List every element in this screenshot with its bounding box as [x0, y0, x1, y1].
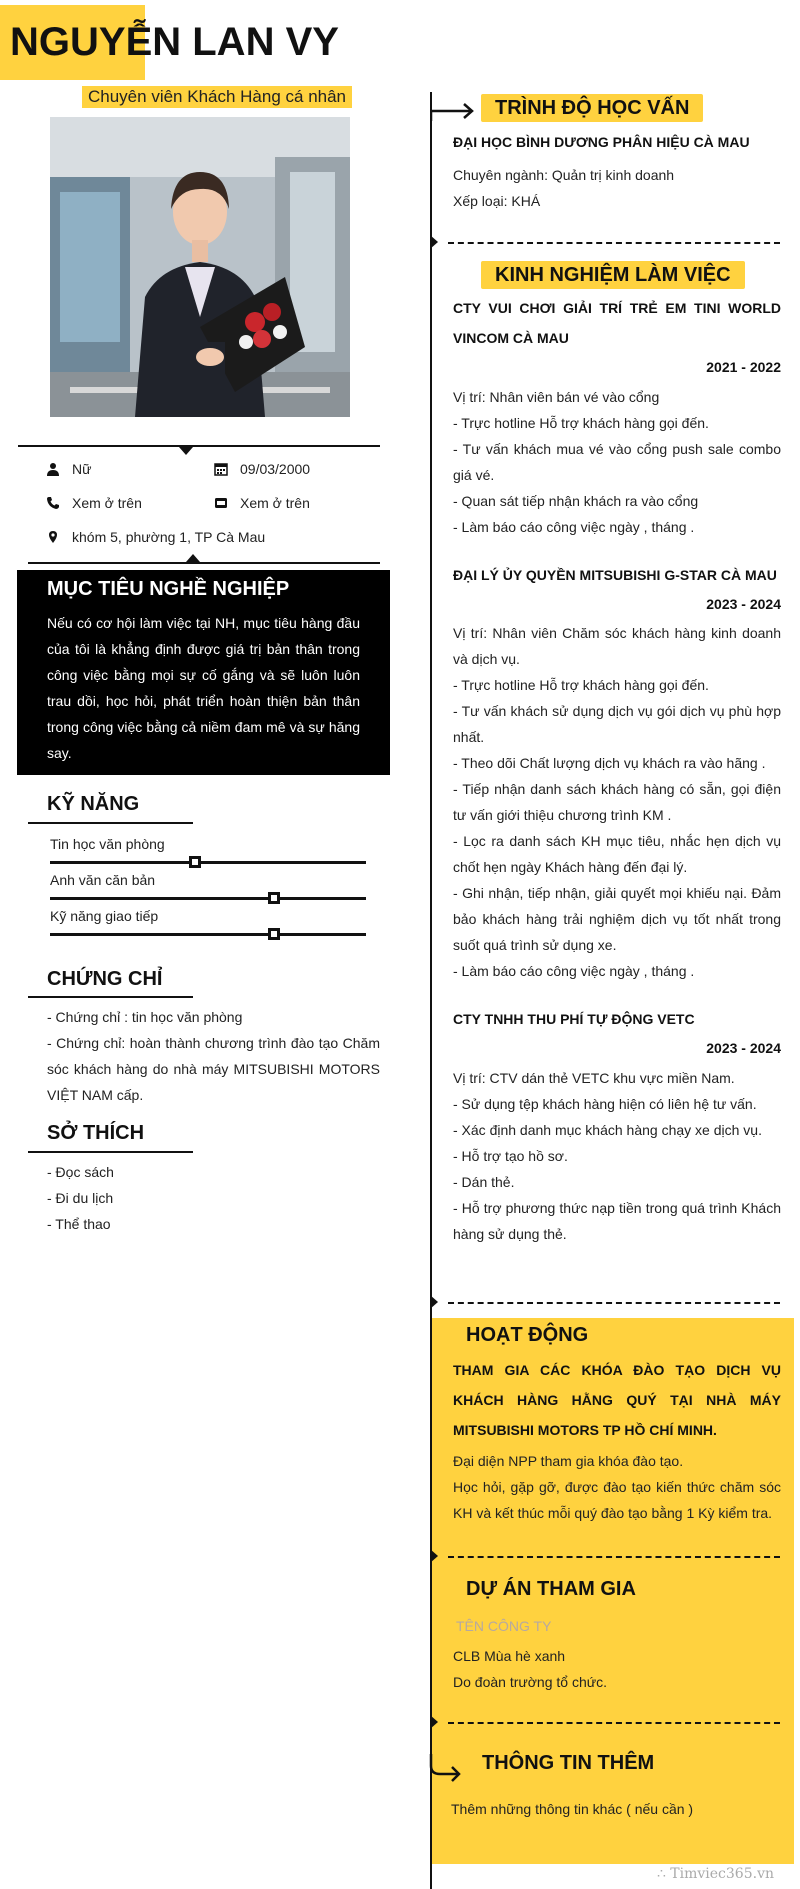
job-2-period: 2023 - 2024 [706, 596, 781, 612]
section-divider [448, 1302, 780, 1304]
timeline-marker [430, 1549, 438, 1563]
projects-company-placeholder: TÊN CÔNG TY [456, 1618, 552, 1634]
job-3-line-6: - Hỗ trợ phương thức nạp tiền trong quá trình Khách hàng sử dụng thẻ. [453, 1200, 781, 1242]
hobby-item-3: - Thể thao [47, 1216, 111, 1232]
job-2-line-4: - Theo dõi Chất lượng dịch vụ khách ra vào hãng . [453, 755, 766, 771]
objective-title: MỤC TIÊU NGHỀ NGHIỆP [47, 578, 290, 600]
profile-photo [50, 117, 350, 417]
job-3-line-3: - Xác định danh mục khách hàng chạy xe dịch vụ. [453, 1122, 762, 1138]
birthday-value: 09/03/2000 [240, 461, 311, 477]
hobbies-title: SỞ THÍCH [47, 1122, 145, 1144]
education-school: ĐẠI HỌC BÌNH DƯƠNG PHÂN HIỆU CÀ MAU [453, 134, 750, 150]
job-1-company: CTY VUI CHƠI GIẢI TRÍ TRẺ EM TINI WORLD VINCOM CÀ MAU [453, 300, 781, 346]
project-line-1: CLB Mùa hè xanh [453, 1648, 566, 1664]
skill-label-2: Anh văn căn bản [50, 872, 156, 888]
project-line-2: Do đoàn trường tổ chức. [453, 1674, 607, 1690]
job-2-line-7: - Ghi nhận, tiếp nhận, giải quyết mọi khiếu nại. Đảm bảo khách hàng trải nghiệm dịch vụ tốt nhất trong suốt quá trình sử dụng xe. [453, 885, 781, 953]
contact-bottom-line [28, 562, 380, 564]
job-1-line-2: - Trực hotline Hỗ trợ khách hàng gọi đến. [453, 415, 709, 431]
job-1-period: 2021 - 2022 [706, 359, 781, 375]
timeline-line [430, 92, 432, 1889]
certificate-item-2: - Chứng chỉ: hoàn thành chương trình đào tạo Chăm sóc khách hàng do nhà máy MITSUBISHI MOTORS VIỆT NAM cấp. [47, 1035, 380, 1103]
section-divider [448, 1722, 780, 1724]
job-2-line-6: - Lọc ra danh sách KH mục tiêu, nhắc hẹn dịch vụ chốt hẹn ngày Khách hàng đến đại lý. [453, 833, 781, 875]
phone-icon [46, 496, 60, 510]
user-icon [46, 462, 60, 476]
more-info-text: Thêm những thông tin khác ( nếu cần ) [451, 1801, 694, 1817]
email-info [214, 495, 310, 511]
job-3-line-4: - Hỗ trợ tạo hồ sơ. [453, 1148, 568, 1164]
skill-level-2[interactable] [268, 892, 280, 904]
contact-top-arrow [179, 447, 193, 455]
timeline-marker [430, 1715, 438, 1729]
hobbies-title-underline [28, 1151, 193, 1153]
objective-section [17, 570, 390, 775]
job-3-line-2: - Sử dụng tệp khách hàng hiện có liên hệ tư vấn. [453, 1096, 757, 1112]
experience-title: KINH NGHIỆM LÀM VIỆC [481, 261, 745, 289]
skill-track-1 [50, 861, 366, 864]
arrow-right-icon [430, 99, 476, 123]
job-1-line-3: - Tư vấn khách mua vé vào cổng push sale combo giá vé. [453, 441, 781, 483]
contact-bottom-arrow [186, 554, 200, 562]
more-info-title: THÔNG TIN THÊM [482, 1752, 655, 1774]
watermark-text: Timviec365.vn [670, 1866, 774, 1882]
section-divider [448, 242, 780, 244]
section-divider [448, 1556, 780, 1558]
activities-headline: THAM GIA CÁC KHÓA ĐÀO TẠO DỊCH VỤ KHÁCH HÀNG HẰNG QUÝ TẠI NHÀ MÁY MITSUBISHI MOTORS TP HỒ CHÍ MINH. [453, 1362, 781, 1438]
job-2-line-2: - Trực hotline Hỗ trợ khách hàng gọi đến. [453, 677, 709, 693]
hobby-item-1: - Đọc sách [47, 1164, 114, 1180]
skill-track-2 [50, 897, 366, 900]
certificates-title: CHỨNG CHỈ [47, 968, 163, 990]
activity-line-1: Đại diện NPP tham gia khóa đào tạo. [453, 1453, 684, 1469]
skill-label-3: Kỹ năng giao tiếp [50, 908, 159, 924]
candidate-name: NGUYỄN LAN VY [10, 20, 339, 64]
gender-info [46, 461, 91, 477]
address-info [46, 529, 265, 545]
job-3-line-5: - Dán thẻ. [453, 1174, 515, 1190]
skills-title: KỸ NĂNG [47, 793, 140, 815]
gender-value: Nữ [72, 461, 92, 477]
timeline-marker [430, 235, 438, 249]
job-2-line-3: - Tư vấn khách sử dụng dịch vụ gói dịch vụ phù hợp nhất. [453, 703, 781, 745]
birthday-info [214, 461, 310, 477]
hobby-item-2: - Đi du lịch [47, 1190, 114, 1206]
skill-label-1: Tin học văn phòng [50, 836, 165, 852]
activities-title: HOẠT ĐỘNG [466, 1324, 589, 1346]
job-title: Chuyên viên Khách Hàng cá nhân [82, 86, 352, 108]
skill-level-1[interactable] [189, 856, 201, 868]
arrow-right-icon [428, 1752, 464, 1788]
email-icon [214, 496, 228, 510]
education-title: TRÌNH ĐỘ HỌC VẤN [481, 94, 703, 122]
certificate-item-1: - Chứng chỉ : tin học văn phòng [47, 1009, 243, 1025]
job-3-company: CTY TNHH THU PHÍ TỰ ĐỘNG VETC [453, 1011, 695, 1027]
job-2-line-5: - Tiếp nhận danh sách khách hàng có sẵn, gọi điện tư vấn giới thiệu chương trình KM . [453, 781, 781, 823]
phone-info [46, 495, 142, 511]
calendar-icon [214, 462, 228, 476]
watermark-dots-icon: ∴ [656, 1866, 671, 1882]
timeline-marker [430, 1295, 438, 1309]
profile-photo-illustration [50, 117, 350, 417]
job-2-line-8: - Làm báo cáo công việc ngày , tháng . [453, 963, 695, 979]
objective-text: Nếu có cơ hội làm việc tại NH, mục tiêu hàng đầu của tôi là khẳng định được giá trị bản thân trong công việc bằng mọi sự cố gắng và sẽ luôn luôn trau dồi, học hỏi, phát triển hoàn thiện bản thân trong công việc bằng cả niềm đam mê và sự hăng say. [47, 615, 360, 761]
job-1-line-4: - Quan sát tiếp nhận khách ra vào cổng [453, 493, 699, 509]
job-2-company: ĐẠI LÝ ỦY QUYỀN MITSUBISHI G-STAR CÀ MAU [453, 567, 777, 583]
phone-value[interactable]: Xem ở trên [72, 495, 142, 511]
address-value: khóm 5, phường 1, TP Cà Mau [72, 529, 266, 545]
job-1-line-5: - Làm báo cáo công việc ngày , tháng . [453, 519, 695, 535]
contact-top-line [18, 445, 380, 447]
skill-level-3[interactable] [268, 928, 280, 940]
email-value[interactable]: Xem ở trên [240, 495, 310, 511]
location-pin-icon [46, 530, 60, 544]
education-rank: Xếp loại: KHÁ [453, 193, 541, 209]
job-3-period: 2023 - 2024 [706, 1040, 781, 1056]
job-3-line-1: Vị trí: CTV dán thẻ VETC khu vực miền Nam. [453, 1070, 735, 1086]
job-1-line-1: Vị trí: Nhân viên bán vé vào cổng [453, 389, 660, 405]
watermark [657, 1866, 774, 1882]
activity-line-2: Học hỏi, gặp gỡ, được đào tạo kiến thức chăm sóc KH và kết thúc mỗi quý đào tạo bằng 1 Kỳ kiểm tra. [453, 1479, 781, 1521]
certificates-title-underline [28, 996, 193, 998]
skill-track-3 [50, 933, 366, 936]
job-2-line-1: Vị trí: Nhân viên Chăm sóc khách hàng kinh doanh và dịch vụ. [453, 625, 781, 667]
projects-title: DỰ ÁN THAM GIA [466, 1578, 636, 1600]
skills-title-underline [28, 822, 193, 824]
education-major: Chuyên ngành: Quản trị kinh doanh [453, 167, 675, 183]
